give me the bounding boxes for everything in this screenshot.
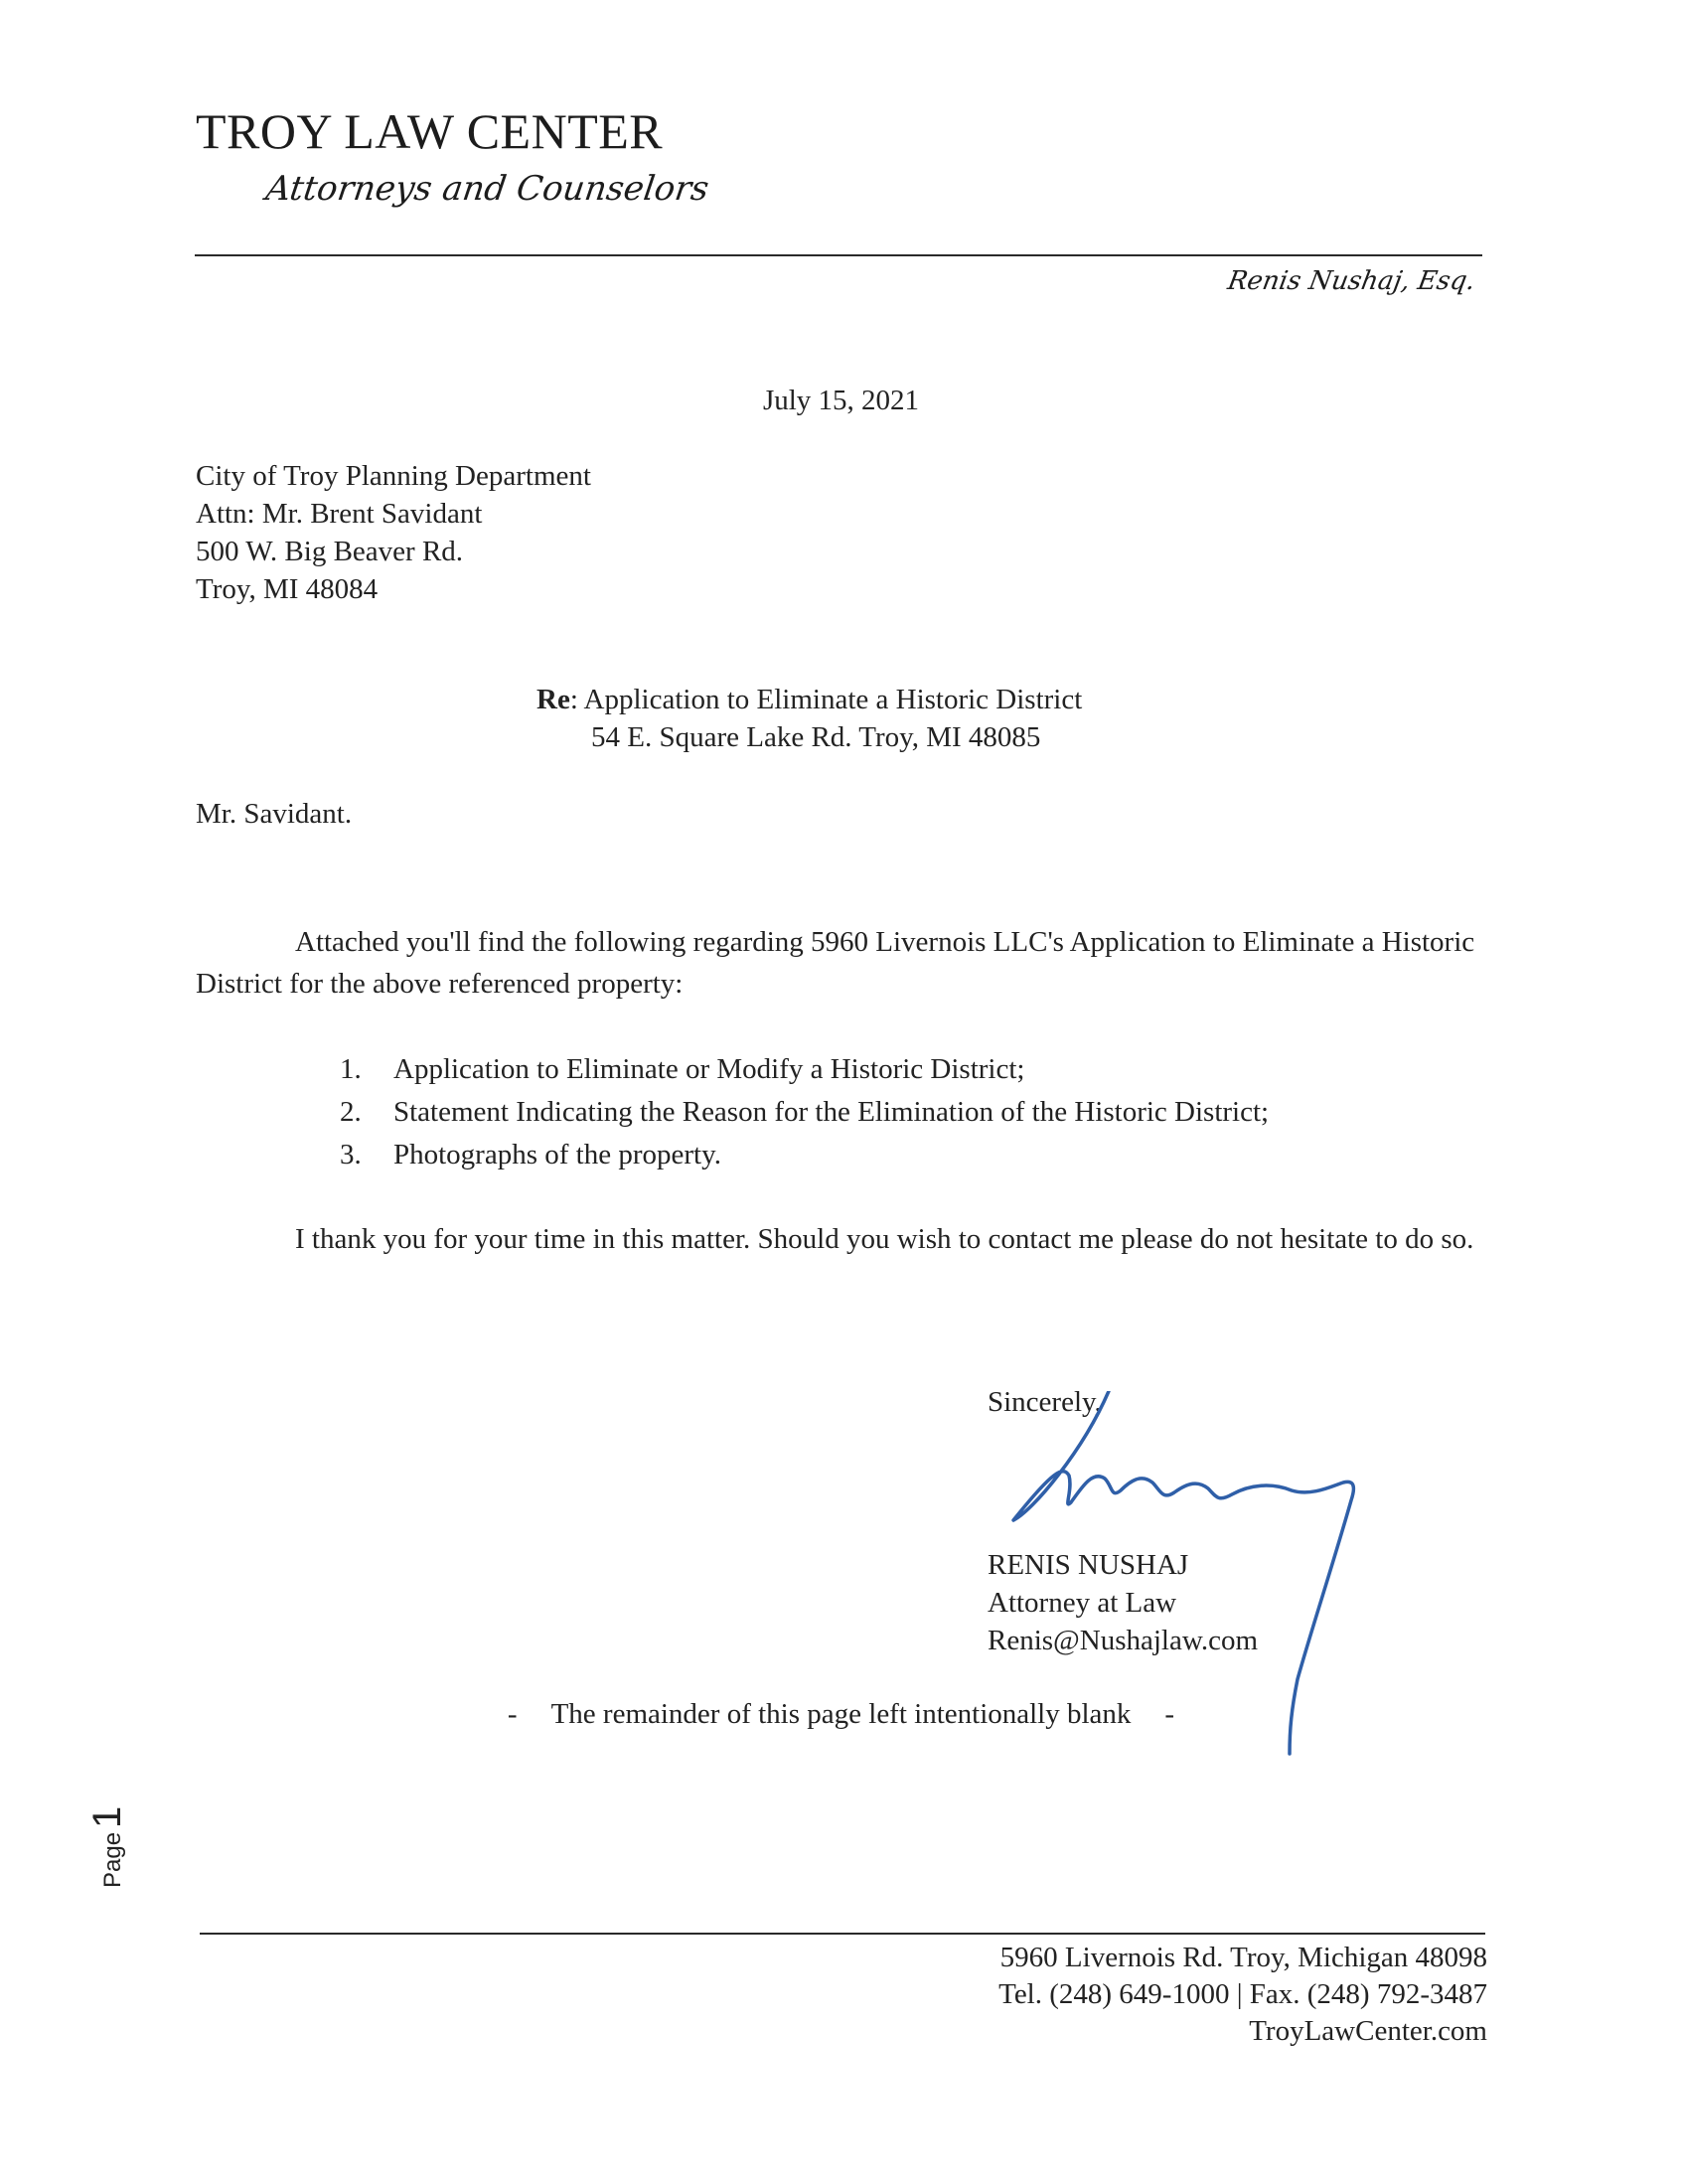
note-dash: - (1164, 1698, 1175, 1730)
subject-line (536, 681, 1082, 718)
signer-name: RENIS NUSHAJ (988, 1549, 1189, 1581)
list-item-text: Statement Indicating the Reason for the Elimination of the Historic District; (393, 1096, 1270, 1128)
list-item-text: Application to Eliminate or Modify a Historic District; (393, 1053, 1025, 1085)
signature-block (988, 1546, 1258, 1659)
subject-address: 54 E. Square Lake Rd. Troy, MI 48085 (591, 721, 1041, 753)
subject-label: Re (536, 684, 570, 715)
list-item-text: Photographs of the property. (393, 1139, 721, 1170)
page-marker (85, 1806, 130, 1888)
body-paragraph (196, 1217, 1487, 1261)
signer-email: Renis@Nushajlaw.com (988, 1625, 1259, 1656)
subject-block (536, 681, 1082, 756)
attachment-list (340, 1050, 1269, 1178)
subject-text: : Application to Eliminate a Historic District (569, 684, 1083, 715)
letterhead-divider (195, 254, 1482, 256)
note-dash: - (507, 1698, 518, 1730)
recipient-line: Troy, MI 48084 (196, 573, 379, 605)
recipient-address (196, 457, 591, 608)
letter-date-text: July 15, 2021 (762, 385, 920, 416)
list-item-number: 1. (340, 1053, 362, 1085)
signer-title: Attorney at Law (988, 1587, 1177, 1619)
note-text: The remainder of this page left intentionally blank (550, 1698, 1132, 1730)
page-word: Page (99, 1831, 126, 1888)
firm-name: TROY LAW CENTER (196, 103, 664, 159)
footer (998, 1940, 1487, 2050)
recipient-line: Attn: Mr. Brent Savidant (196, 498, 483, 530)
list-item-number: 2. (340, 1096, 362, 1128)
salutation: Mr. Savidant. (196, 798, 353, 830)
letterhead-attorney-name: Renis Nushaj, Esq. (1225, 266, 1478, 296)
body-paragraph-text: Attached you'll find the following regarding 5960 Livernois LLC's Application to Eliminate a Historic District for the above referenced property: (196, 926, 1475, 1000)
recipient-line: 500 W. Big Beaver Rd. (196, 536, 464, 567)
recipient-line: City of Troy Planning Department (196, 460, 591, 492)
footer-address: 5960 Livernois Rd. Troy, Michigan 48098 (999, 1942, 1487, 1973)
body-paragraph-text: I thank you for your time in this matter. Should you wish to contact me please do not hesitate to do so. (295, 1223, 1474, 1255)
list-item (340, 1050, 1269, 1093)
footer-divider (200, 1933, 1485, 1935)
letter-date (0, 382, 1682, 419)
body-paragraph (196, 921, 1487, 1005)
intentionally-blank-note (0, 1695, 1682, 1733)
closing: Sincerely, (988, 1386, 1102, 1418)
page-number: 1 (85, 1805, 129, 1828)
list-item-number: 3. (340, 1139, 362, 1170)
footer-phone: Tel. (248) 649-1000 | Fax. (248) 792-3487 (998, 1978, 1487, 2010)
list-item (340, 1136, 1269, 1178)
firm-tagline: Attorneys and Counselors (263, 169, 711, 209)
list-item (340, 1093, 1269, 1136)
footer-website: TroyLawCenter.com (1249, 2015, 1487, 2047)
